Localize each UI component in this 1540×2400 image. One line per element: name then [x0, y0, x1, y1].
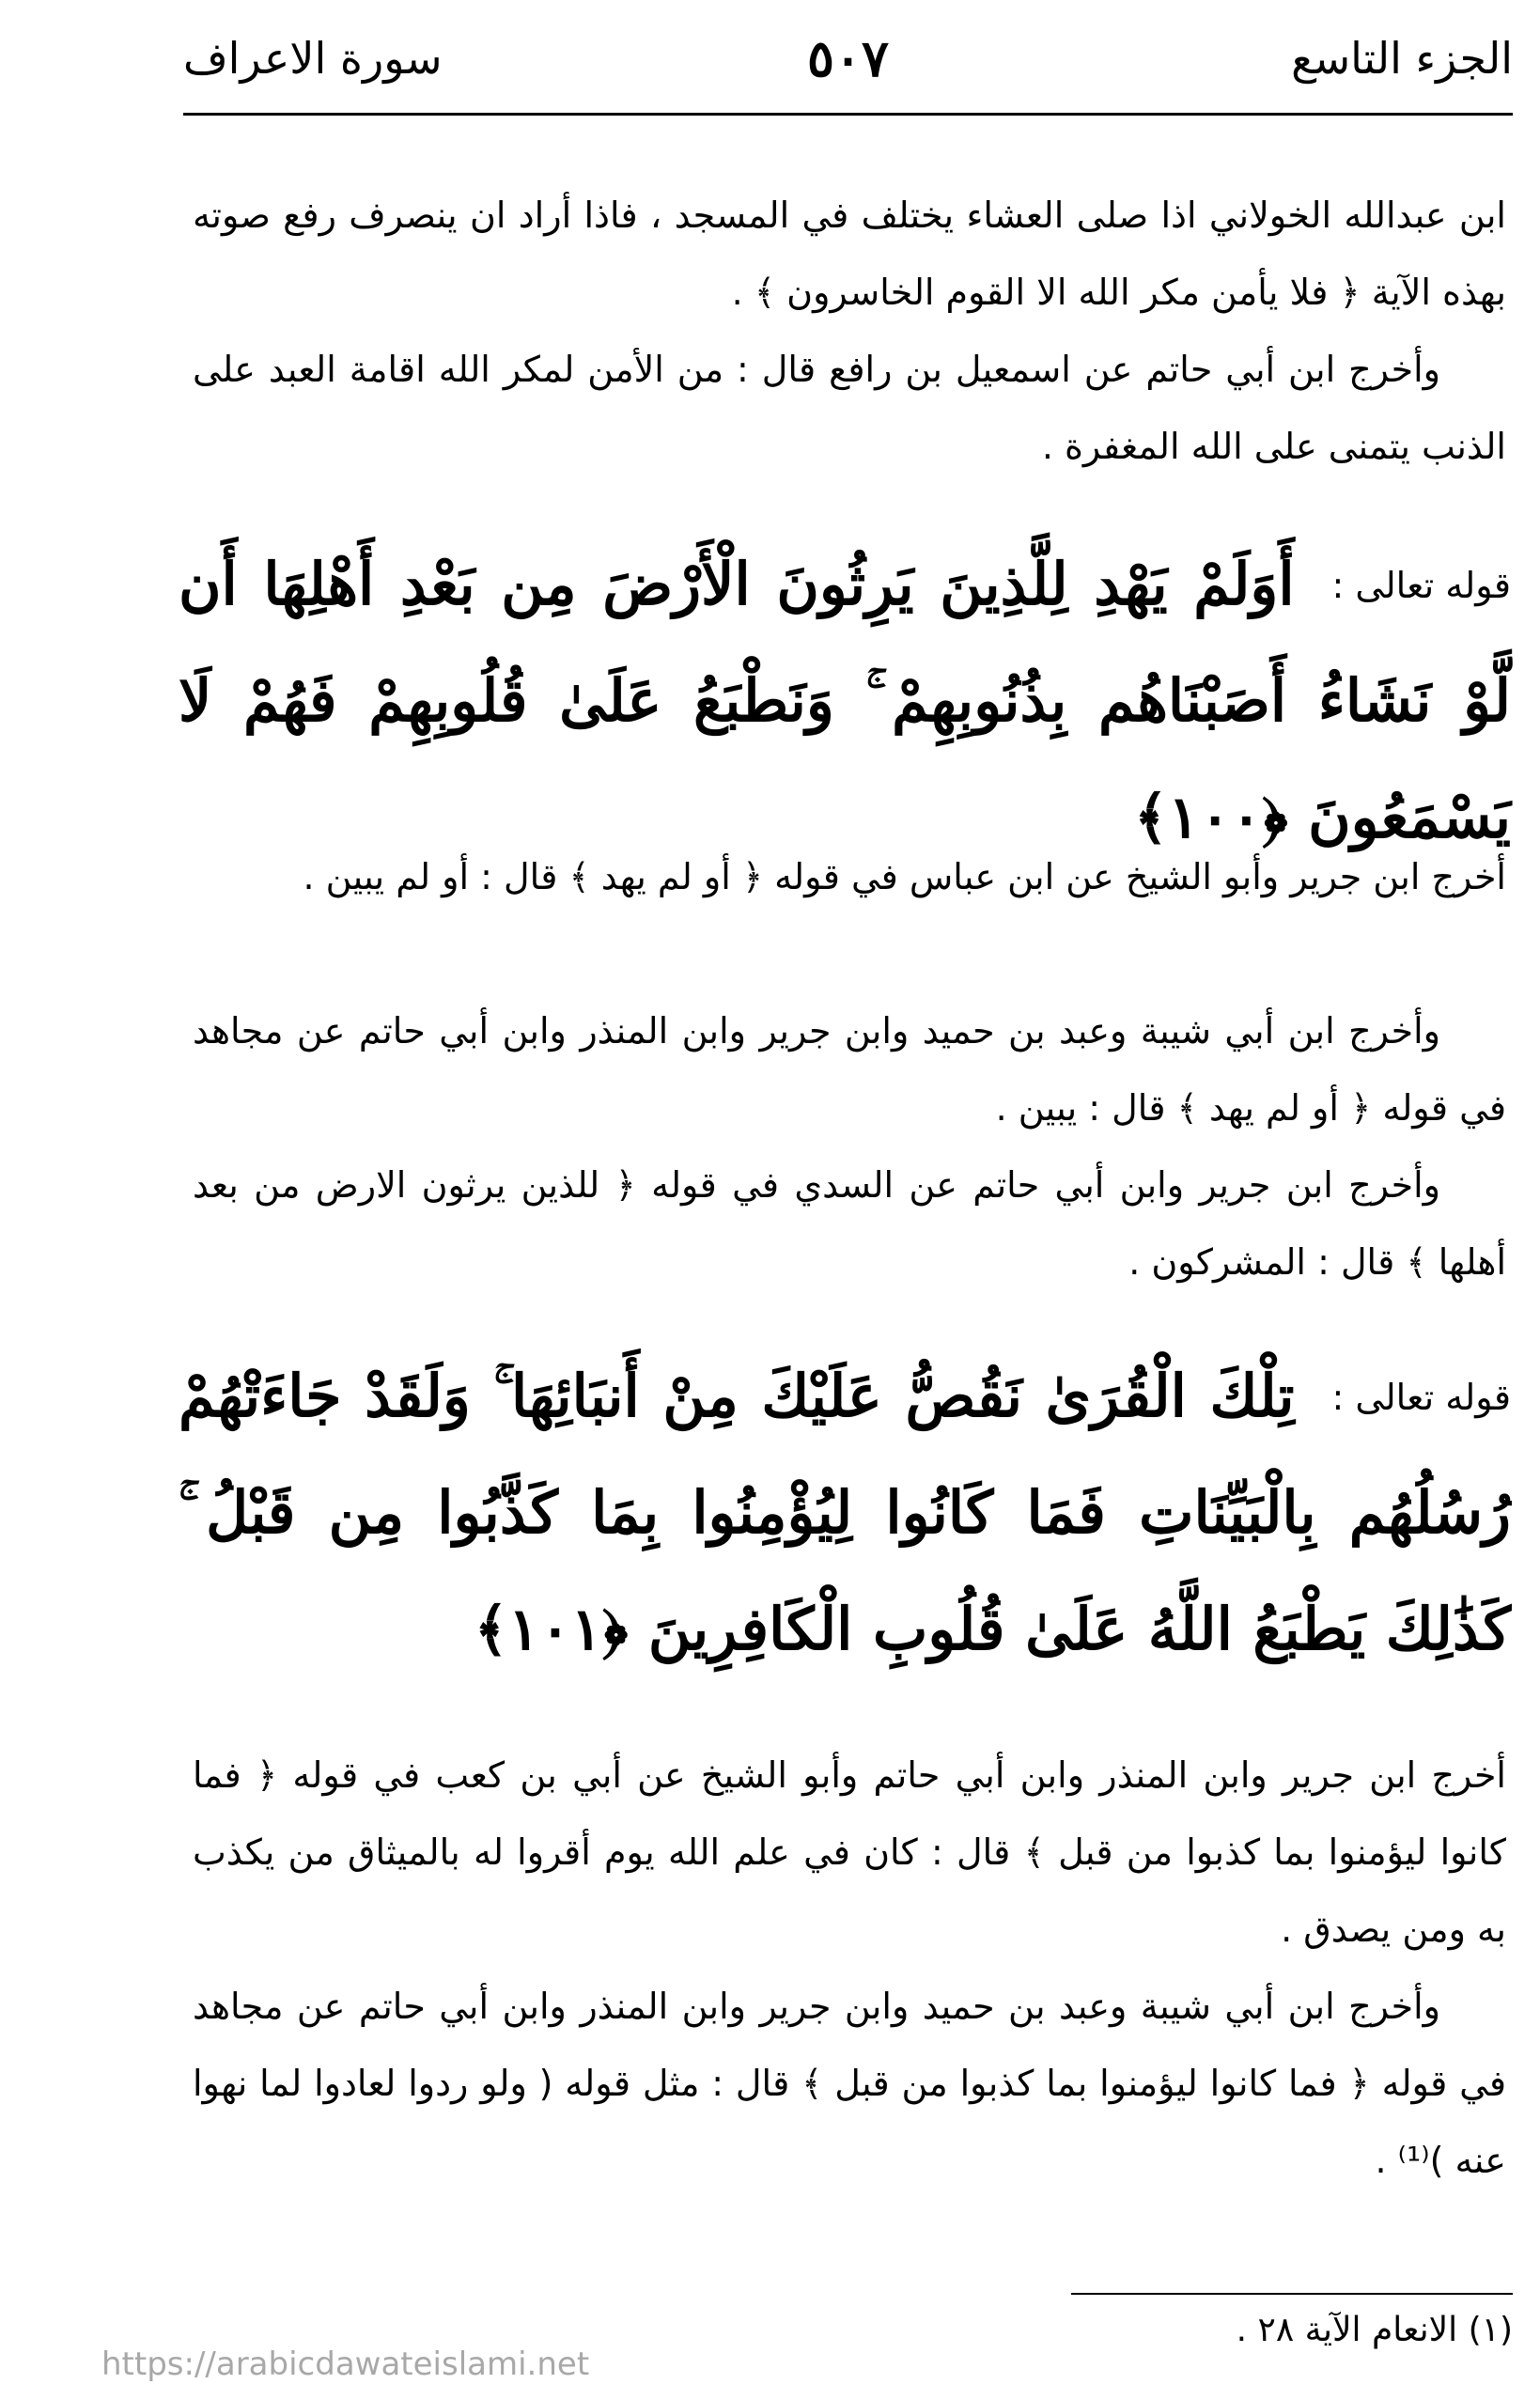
- verse-text: أَوَلَمْ يَهْدِ لِلَّذِينَ يَرِثُونَ الْأَرْضَ مِن بَعْدِ أَهْلِهَا أَن لَّوْ نَشَاءُ أَصَبْنَاهُم بِذُنُوبِهِمْ ۚ وَنَطْبَعُ عَلَىٰ قُلُوبِهِمْ فَهُمْ لَا يَسْمَعُونَ ﴿١٠٠﴾: [179, 550, 1511, 851]
- paragraph-6: أخرج ابن جرير وابن المنذر وابن أبي حاتم وأبو الشيخ عن أبي بن كعب في قوله ﴿ فما كانوا ليؤمنوا بما كذبوا من قبل ﴾ قال : كان في علم الله يوم أقروا له بالميثاق من يكذب به ومن يصدق .: [193, 1754, 1506, 1950]
- footnote: (١) الانعام الآية ٢٨ .: [1236, 2311, 1513, 2349]
- juz-title: الجزء التاسع: [1291, 33, 1513, 84]
- paragraph-7: وأخرج ابن أبي شيبة وعبد بن حميد وابن جرير وابن المنذر وابن أبي حاتم عن مجاهد في قوله ﴿ فما كانوا ليؤمنوا بما كذبوا من قبل ﴾ قال : مثل قوله ( ولو ردوا لعادوا لما نهوا عنه )⁽¹⁾ .: [193, 1986, 1506, 2181]
- watermark-url: https://arabicdawateislami.net: [101, 2345, 590, 2383]
- paragraph-1: ابن عبدالله الخولاني اذا صلى العشاء يختلف في المسجد ، فاذا أراد ان ينصرف رفع صوته بهذه الآية ﴿ فلا يأمن مكر الله الا القوم الخاسرون ﴾ .: [193, 195, 1506, 313]
- paragraph-3: أخرج ابن جرير وأبو الشيخ عن ابن عباس في قوله ﴿ أو لم يهد ﴾ قال : أو لم يبين .: [303, 856, 1506, 897]
- verse-block-101: [179, 1338, 1511, 1688]
- paragraph-2: وأخرج ابن أبي حاتم عن اسمعيل بن رافع قال : من الأمن لمكر الله اقامة العبد على الذنب يتمنى على الله المغفرة .: [193, 349, 1506, 467]
- running-header: [183, 19, 1513, 105]
- surah-title: سورة الاعراف: [183, 33, 443, 84]
- footnote-divider: [1071, 2293, 1513, 2295]
- page-number: ٥٠٧: [806, 28, 890, 88]
- verse-block-100: [179, 526, 1511, 876]
- paragraph-5: وأخرج ابن جرير وابن أبي حاتم عن السدي في قوله ﴿ للذين يرثون الارض من بعد أهلها ﴾ قال : المشركون .: [193, 1164, 1506, 1283]
- verse-text: تِلْكَ الْقُرَىٰ نَقُصُّ عَلَيْكَ مِنْ أَنبَائِهَا ۚ وَلَقَدْ جَاءَتْهُمْ رُسُلُهُم بِالْبَيِّنَاتِ فَمَا كَانُوا لِيُؤْمِنُوا بِمَا كَذَّبُوا مِن قَبْلُ ۚ كَذَٰلِكَ يَطْبَعُ اللَّهُ عَلَىٰ قُلُوبِ الْكَافِرِينَ ﴿١٠١﴾: [179, 1362, 1511, 1663]
- verse-label: قوله تعالى :: [1331, 565, 1511, 606]
- paragraph-4: وأخرج ابن أبي شيبة وعبد بن حميد وابن جرير وابن المنذر وابن أبي حاتم عن مجاهد في قوله ﴿ أو لم يهد ﴾ قال : يبين .: [193, 1010, 1506, 1129]
- verse-label: قوله تعالى :: [1331, 1377, 1511, 1418]
- header-divider: [183, 113, 1513, 116]
